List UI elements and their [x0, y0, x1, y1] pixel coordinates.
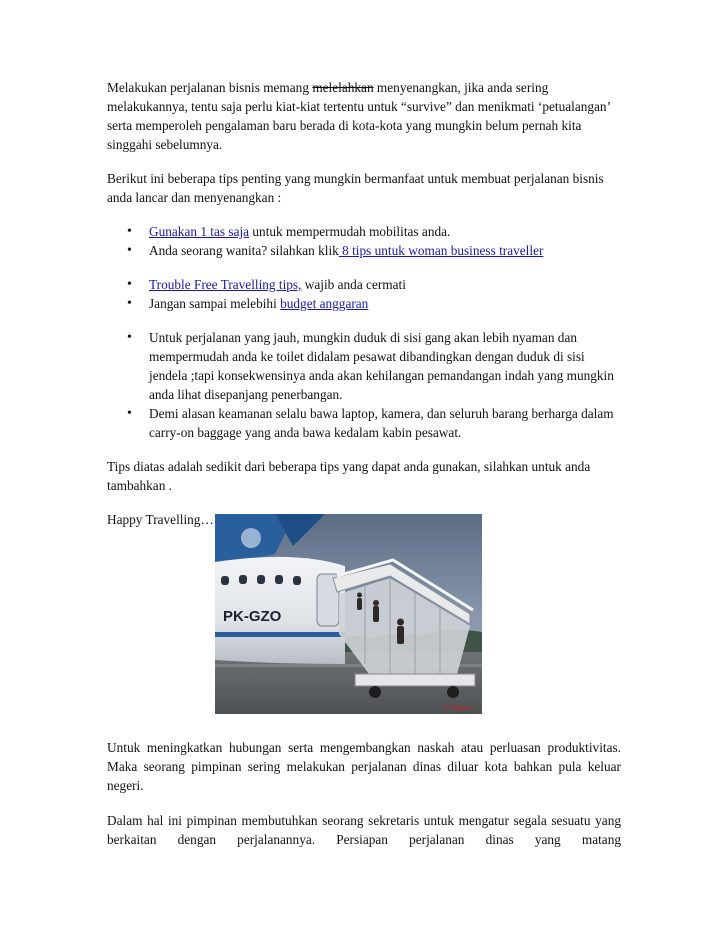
tips-intro-paragraph: Berikut ini beberapa tips penting yang mungkin bermanfaat untuk membuat perjalanan bisnis anda lancar dan menyenangkan :	[107, 171, 604, 205]
list-item-text: wajib anda cermati	[301, 277, 406, 292]
list-item-text: Jangan sampai melebihi	[149, 296, 281, 311]
link-trouble-free[interactable]: Trouble Free Travelling tips,	[149, 277, 302, 292]
lower-paragraph-2: Dalam hal ini pimpinan membutuhkan seorang sekretaris untuk mengatur segala sesuatu yang berkaitan dengan perjalanannya. Persiapan perjalanan dinas yang matang	[107, 813, 621, 847]
photo-watermark: © baltyra	[443, 705, 472, 712]
link-one-bag[interactable]: Gunakan 1 tas saja	[149, 224, 250, 239]
list-item-text: untuk mempermudah mobilitas anda.	[249, 224, 451, 239]
list-item: • Demi alasan keamanan selalu bawa laptop, kamera, dan seluruh barang berharga dalam carry-on baggage yang anda bawa kedalam kabin pesawat.	[149, 404, 621, 442]
list-item	[149, 294, 621, 313]
intro-text-1: Melakukan perjalanan bisnis memang	[107, 80, 313, 95]
intro-paragraph	[107, 78, 621, 154]
lower-paragraph-1: Untuk meningkatkan hubungan serta mengembangkan naskah atau perluasan produktivitas. Maka seorang pimpinan sering melakukan perjalanan dinas diluar kota bahkan pula keluar negeri.	[107, 740, 621, 793]
intro-text-2: menyenangkan, jika anda sering melakukannya, tentu saja perlu kiat-kiat tertentu untuk “survive” dan menikmati ‘petualangan’ serta memperoleh pengalaman baru berada di kota-kota yang mungkin belum pernah kita singgahi sebelumnya.	[107, 80, 611, 152]
closing-paragraph: Tips diatas adalah sedikit dari beberapa tips yang dapat anda gunakan, silahkan untuk anda tambahkan .	[107, 459, 591, 493]
tips-list-2	[107, 275, 621, 313]
list-item	[149, 222, 621, 241]
link-woman-traveller[interactable]: 8 tips untuk woman business traveller	[338, 243, 544, 258]
aircraft-registration: PK-GZO	[223, 608, 282, 625]
list-item-text: Anda seorang wanita? silahkan klik	[149, 243, 339, 258]
lower-section	[107, 738, 621, 864]
intro-strikethrough: melelahkan	[312, 80, 374, 95]
sign-off: Happy Travelling…	[107, 512, 214, 527]
airplane-photo	[215, 514, 482, 714]
tips-list-3	[107, 328, 621, 442]
link-budget[interactable]: budget anggaran	[280, 296, 369, 311]
list-item	[149, 241, 621, 260]
list-item: • Untuk perjalanan yang jauh, mungkin duduk di sisi gang akan lebih nyaman dan mempermudah anda ke toilet didalam pesawat dibandingkan dengan duduk di sisi jendela ;tapi konsekwensinya anda akan kehilangan pemandangan indah yang mungkin anda lihat disepanjang penerbangan.	[149, 328, 621, 404]
article-body	[107, 78, 621, 544]
list-item	[149, 275, 621, 294]
tips-list-1	[107, 222, 621, 260]
